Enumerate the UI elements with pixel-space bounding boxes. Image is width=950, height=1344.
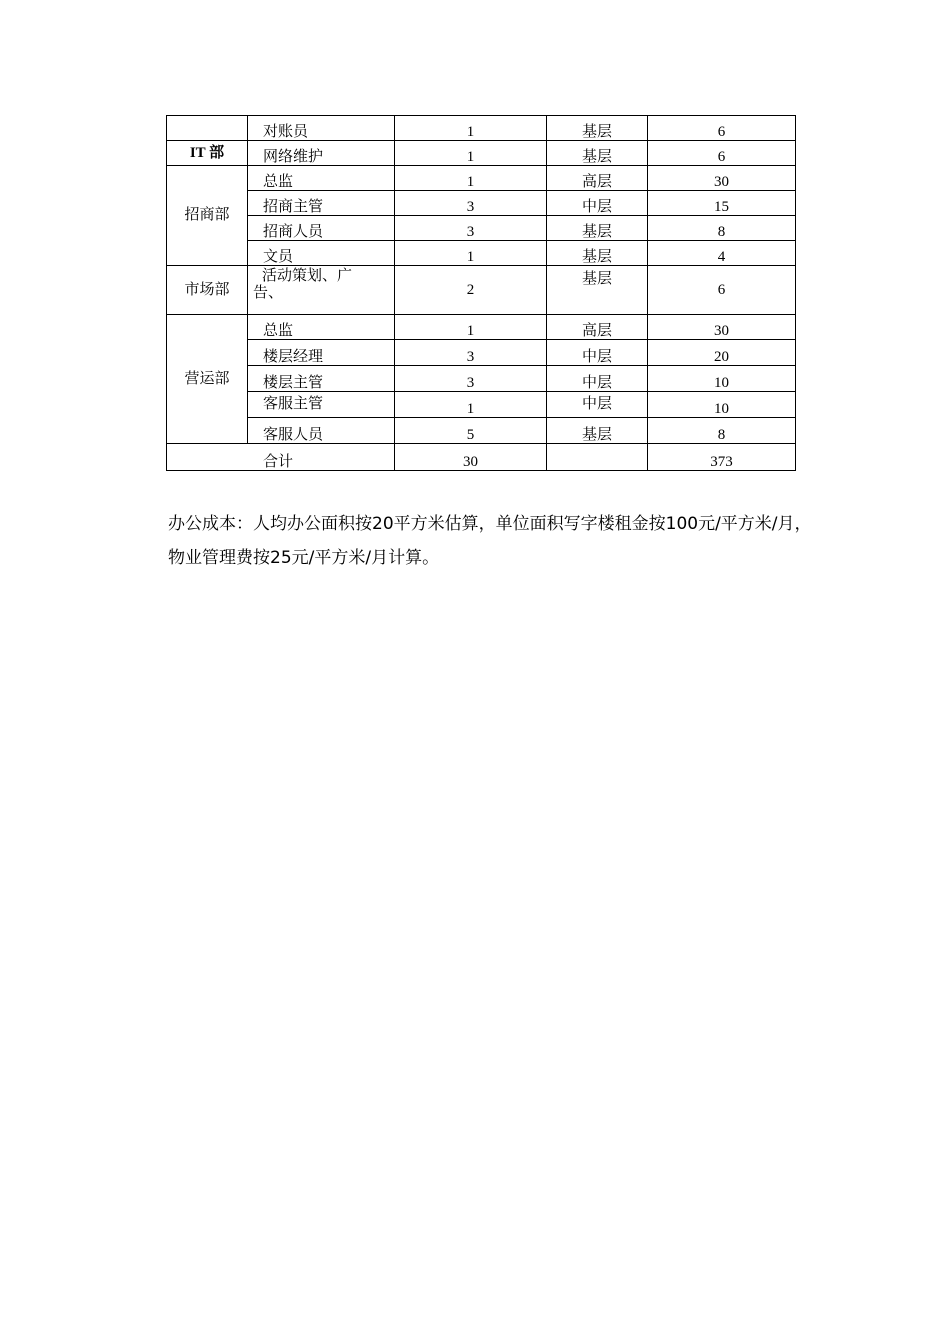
area-cell: 4: [648, 241, 796, 266]
count-cell: 1: [395, 241, 547, 266]
count-cell: 1: [395, 166, 547, 191]
level-cell: 基层: [547, 216, 648, 241]
table-row: [167, 266, 796, 315]
table-row: [167, 418, 796, 444]
table-row-total: [167, 444, 796, 471]
area-cell: 30: [648, 315, 796, 340]
count-cell: 3: [395, 191, 547, 216]
area-cell: 8: [648, 216, 796, 241]
level-cell: 基层: [547, 241, 648, 266]
position-cell: 客服人员: [248, 418, 395, 444]
count-cell: 5: [395, 418, 547, 444]
area-cell: 10: [648, 366, 796, 392]
position-line-1: 活动策划、广: [262, 268, 353, 284]
total-count: 30: [395, 444, 547, 471]
dept-cell-ops: 营运部: [167, 315, 248, 444]
table-row: [167, 191, 796, 216]
count-cell: 3: [395, 366, 547, 392]
table-row: [167, 241, 796, 266]
position-cell: 对账员: [248, 116, 395, 141]
table-row: [167, 141, 796, 166]
area-cell: 30: [648, 166, 796, 191]
total-level-empty: [547, 444, 648, 471]
position-cell: 楼层经理: [248, 340, 395, 366]
area-cell: 6: [648, 266, 796, 315]
position-cell: 总监: [248, 315, 395, 340]
table-row: [167, 116, 796, 141]
count-cell: 1: [395, 141, 547, 166]
total-area: 373: [648, 444, 796, 471]
level-cell: 基层: [547, 266, 648, 315]
area-cell: 20: [648, 340, 796, 366]
count-cell: 2: [395, 266, 547, 315]
position-cell: 招商主管: [248, 191, 395, 216]
position-cell: 招商人员: [248, 216, 395, 241]
area-cell: 6: [648, 116, 796, 141]
total-label: 合计: [167, 444, 395, 471]
level-cell: 中层: [547, 340, 648, 366]
dept-cell-recruit: 招商部: [167, 166, 248, 266]
position-cell: 网络维护: [248, 141, 395, 166]
table-row: [167, 315, 796, 340]
level-cell: 基层: [547, 141, 648, 166]
dept-cell-it: IT 部: [167, 141, 248, 166]
area-cell: 15: [648, 191, 796, 216]
position-cell: 总监: [248, 166, 395, 191]
level-cell: 中层: [547, 191, 648, 216]
dept-cell-market: 市场部: [167, 266, 248, 315]
table-row: [167, 340, 796, 366]
level-cell: 基层: [547, 418, 648, 444]
table-row: [167, 216, 796, 241]
count-cell: 1: [395, 315, 547, 340]
table-row: [167, 166, 796, 191]
position-cell: 楼层主管: [248, 366, 395, 392]
level-cell: 高层: [547, 166, 648, 191]
level-cell: 中层: [547, 392, 648, 418]
staffing-table: [166, 115, 796, 471]
table-row: [167, 392, 796, 418]
position-line-2: 告、: [253, 285, 284, 301]
position-cell: 文员: [248, 241, 395, 266]
position-cell: 客服主管: [248, 392, 395, 418]
table-row: [167, 366, 796, 392]
area-cell: 8: [648, 418, 796, 444]
area-cell: 10: [648, 392, 796, 418]
count-cell: 1: [395, 116, 547, 141]
position-cell: [248, 266, 395, 315]
level-cell: 基层: [547, 116, 648, 141]
count-cell: 1: [395, 392, 547, 418]
office-cost-note: 办公成本：人均办公面积按20平方米估算，单位面积写字楼租金按100元/平方米/月，物业管理费按25元/平方米/月计算。: [168, 514, 812, 568]
area-cell: 6: [648, 141, 796, 166]
count-cell: 3: [395, 340, 547, 366]
count-cell: 3: [395, 216, 547, 241]
level-cell: 中层: [547, 366, 648, 392]
level-cell: 高层: [547, 315, 648, 340]
dept-cell-empty: [167, 116, 248, 141]
